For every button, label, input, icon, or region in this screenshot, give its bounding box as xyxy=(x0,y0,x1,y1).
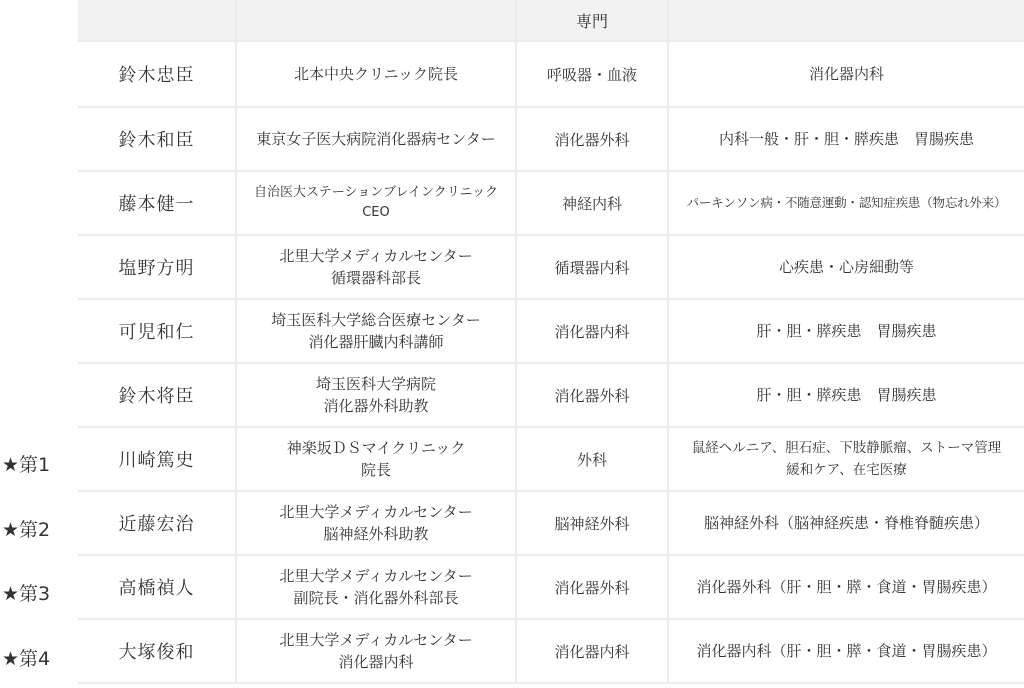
header-detail xyxy=(668,0,1024,41)
affiliation-line: 北本中央クリニック院長 xyxy=(293,65,459,83)
day-label-2: ★第2 xyxy=(2,519,51,541)
detail-line: 心疾患・心房細動等 xyxy=(778,258,914,276)
doctor-affiliation xyxy=(236,491,516,555)
detail-line: 鼠経ヘルニア、胆石症、下肢静脈瘤、ストーマ管理 xyxy=(691,440,1002,456)
doctor-affiliation xyxy=(236,619,516,683)
detail-line: 消化器内科 xyxy=(808,65,884,83)
doctor-specialty: 消化器内科 xyxy=(516,619,668,683)
doctor-schedule-table xyxy=(78,0,1024,684)
affiliation-line: 北里大学メディカルセンター xyxy=(279,503,473,521)
detail-line: 肝・胆・膵疾患 胃腸疾患 xyxy=(756,386,937,404)
doctor-detail xyxy=(668,107,1024,171)
detail-line: 緩和ケア、在宅医療 xyxy=(786,462,907,478)
affiliation-line: 東京女子医大病院消化器病センター xyxy=(256,130,496,148)
doctor-name: 塩野方明 xyxy=(78,235,236,299)
doctor-specialty: 消化器内科 xyxy=(516,299,668,363)
affiliation-line: 消化器肝臓内科講師 xyxy=(308,333,444,351)
doctor-affiliation xyxy=(236,427,516,491)
doctor-detail xyxy=(668,299,1024,363)
affiliation-line: 消化器内科 xyxy=(338,653,414,671)
table-row xyxy=(78,363,1024,427)
affiliation-line: 院長 xyxy=(360,461,391,479)
affiliation-line: 北里大学メディカルセンター xyxy=(279,631,473,649)
doctor-specialty: 呼吸器・血液 xyxy=(516,41,668,107)
detail-line: パーキンソン病・不随意運動・認知症疾患（物忘れ外来） xyxy=(686,195,1007,210)
doctor-name: 可児和仁 xyxy=(78,299,236,363)
detail-line: 内科一般・肝・胆・膵疾患 胃腸疾患 xyxy=(718,130,974,148)
doctor-specialty: 脳神経外科 xyxy=(516,491,668,555)
table-row xyxy=(78,491,1024,555)
doctor-affiliation xyxy=(236,107,516,171)
doctor-name: 高橋禎人 xyxy=(78,555,236,619)
doctor-detail xyxy=(668,619,1024,683)
header-affiliation xyxy=(236,0,516,41)
affiliation-line: 北里大学メディカルセンター xyxy=(279,247,473,265)
day-label-4: ★第4 xyxy=(2,648,51,670)
affiliation-line: 神楽坂ＤＳマイクリニック xyxy=(286,439,466,457)
doctor-affiliation xyxy=(236,299,516,363)
doctor-detail xyxy=(668,491,1024,555)
doctor-name: 藤本健一 xyxy=(78,171,236,235)
header-specialty: 専門 xyxy=(516,0,668,41)
doctor-detail xyxy=(668,427,1024,491)
doctor-specialty: 外科 xyxy=(516,427,668,491)
doctor-detail xyxy=(668,363,1024,427)
doctor-name: 鈴木和臣 xyxy=(78,107,236,171)
affiliation-line: 北里大学メディカルセンター xyxy=(279,567,473,585)
doctor-specialty: 消化器外科 xyxy=(516,363,668,427)
affiliation-line: 埼玉医科大学病院 xyxy=(315,375,436,393)
detail-line: 消化器内科（肝・胆・膵・食道・胃腸疾患） xyxy=(696,642,997,660)
affiliation-line: CEO xyxy=(362,205,390,220)
affiliation-line: 消化器外科助教 xyxy=(323,397,429,415)
doctor-name: 鈴木忠臣 xyxy=(78,41,236,107)
table-header-row xyxy=(78,0,1024,41)
table-row xyxy=(78,41,1024,107)
detail-line: 消化器外科（肝・胆・膵・食道・胃腸疾患） xyxy=(696,578,997,596)
detail-line: 肝・胆・膵疾患 胃腸疾患 xyxy=(756,322,937,340)
doctor-specialty: 循環器内科 xyxy=(516,235,668,299)
table-row xyxy=(78,299,1024,363)
day-label-column xyxy=(0,0,78,688)
doctor-affiliation xyxy=(236,235,516,299)
table-row xyxy=(78,427,1024,491)
doctor-specialty: 神経内科 xyxy=(516,171,668,235)
doctor-detail xyxy=(668,235,1024,299)
doctor-name: 大塚俊和 xyxy=(78,619,236,683)
doctor-specialty: 消化器外科 xyxy=(516,107,668,171)
doctor-affiliation xyxy=(236,41,516,107)
doctor-affiliation xyxy=(236,171,516,235)
doctor-detail xyxy=(668,171,1024,235)
affiliation-line: 循環器科部長 xyxy=(330,269,421,287)
doctor-name: 近藤宏治 xyxy=(78,491,236,555)
affiliation-line: 自治医大ステーションブレインクリニック xyxy=(253,185,498,200)
affiliation-line: 脳神経外科助教 xyxy=(323,525,429,543)
day-label-3: ★第3 xyxy=(2,583,51,605)
table-row xyxy=(78,619,1024,683)
doctor-name: 鈴木将臣 xyxy=(78,363,236,427)
table-row xyxy=(78,171,1024,235)
table-row xyxy=(78,555,1024,619)
table-row xyxy=(78,107,1024,171)
doctor-specialty: 消化器外科 xyxy=(516,555,668,619)
header-name xyxy=(78,0,236,41)
doctor-detail xyxy=(668,41,1024,107)
detail-line: 脳神経外科（脳神経疾患・脊椎脊髄疾患） xyxy=(703,514,989,532)
doctor-affiliation xyxy=(236,363,516,427)
table-row xyxy=(78,235,1024,299)
doctor-detail xyxy=(668,555,1024,619)
doctor-name: 川崎篤史 xyxy=(78,427,236,491)
day-label-1: ★第1 xyxy=(2,454,51,476)
affiliation-line: 埼玉医科大学総合医療センター xyxy=(271,311,481,329)
affiliation-line: 副院長・消化器外科部長 xyxy=(293,589,459,607)
doctor-affiliation xyxy=(236,555,516,619)
